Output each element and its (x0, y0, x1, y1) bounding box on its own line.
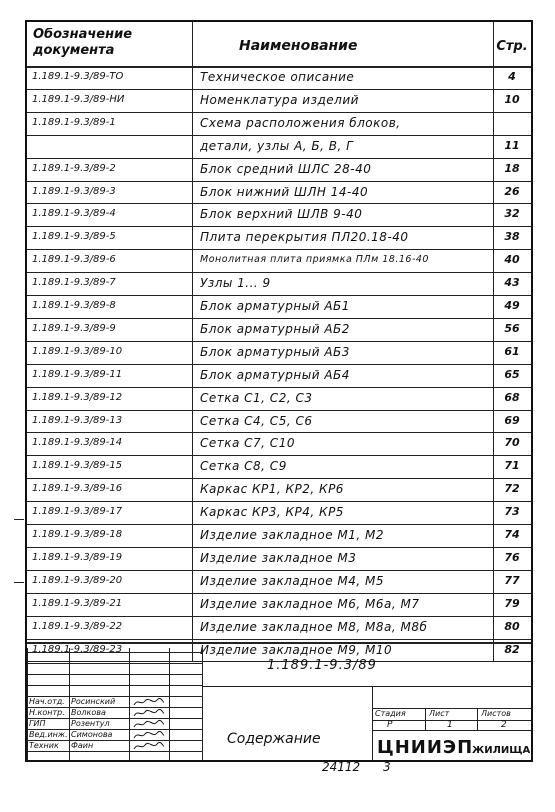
stage-value: Р (387, 720, 393, 730)
page-number-cell: 72 (504, 482, 520, 496)
item-name-cell: Номенклатура изделий (200, 92, 359, 107)
drawing-sheet (25, 20, 533, 762)
signature-grid-column (129, 648, 130, 760)
document-code: 1.189.1-9.3/89 (267, 658, 377, 673)
doc-designation-cell: 1.189.1-9.3/89-21 (32, 597, 123, 609)
page-number-cell (493, 112, 531, 135)
person-name: Фаин (71, 741, 94, 750)
margin-mark (14, 582, 24, 583)
signature-grid-line (27, 663, 202, 664)
item-name-cell: Сетка С7, С10 (200, 436, 295, 451)
item-name-cell: Изделие закладное М8, М8а, М8б (200, 619, 428, 634)
page-number-cell: 79 (504, 596, 520, 610)
item-name-cell: Сетка С4, С5, С6 (200, 413, 313, 428)
page-number-cell: 69 (504, 413, 520, 427)
signature-grid-column (169, 648, 170, 760)
item-name-cell: Блок арматурный АБ2 (200, 321, 350, 336)
item-name-cell: Сетка С8, С9 (200, 459, 287, 474)
doc-designation-cell: 1.189.1-9.3/89-3 (32, 185, 116, 197)
doc-designation-cell: 1.189.1-9.3/89-14 (32, 437, 123, 449)
person-name: Росинский (71, 697, 116, 706)
page-number-cell: 65 (504, 367, 520, 381)
signature-mark (133, 719, 165, 729)
page-number-cell: 32 (504, 207, 520, 221)
signature-mark (133, 730, 165, 740)
page-number-cell: 11 (504, 138, 520, 152)
item-name-cell: Изделие закладное М9, М10 (200, 642, 393, 657)
page-number-cell: 82 (504, 642, 520, 656)
role-label: Н.контр. (29, 708, 65, 717)
title-block-divider (372, 686, 373, 760)
item-name-cell: Монолитная плита приямка ПЛм 18.16-40 (200, 254, 429, 266)
page-number-cell: 71 (504, 459, 520, 473)
col-header-page: Стр. (496, 40, 528, 53)
signature-grid-column (69, 648, 70, 760)
page-number-cell: 56 (504, 321, 520, 335)
doc-designation-cell: 1.189.1-9.3/89-6 (32, 254, 116, 266)
sheet-label: Лист (429, 709, 450, 718)
person-name: Волкова (71, 708, 106, 717)
col-header-doc-line2: документа (33, 43, 115, 57)
item-name-cell: Схема расположения блоков, (200, 115, 401, 130)
doc-designation-cell: 1.189.1-9.3/89-5 (32, 231, 116, 243)
item-name-cell: Блок верхний ШЛВ 9-40 (200, 207, 363, 222)
page-number-cell: 18 (504, 161, 520, 175)
item-name-cell: Изделие закладное М4, М5 (200, 573, 384, 588)
item-name-cell: Блок средний ШЛС 28-40 (200, 161, 372, 176)
item-name-cell: Блок нижний ШЛН 14-40 (200, 184, 369, 199)
doc-designation-cell: 1.189.1-9.3/89-НИ (32, 93, 125, 105)
page-number-cell: 43 (504, 276, 520, 290)
doc-designation-cell: 1.189.1-9.3/89-19 (32, 551, 123, 563)
signature-grid-line (27, 685, 202, 686)
page-number-cell: 77 (504, 573, 520, 587)
title-block-border (27, 642, 531, 644)
doc-designation-cell: 1.189.1-9.3/89-22 (32, 620, 123, 632)
margin-mark (14, 519, 24, 520)
title-block-divider (425, 708, 426, 730)
sheet-value: 1 (447, 720, 453, 730)
item-name-cell: Блок арматурный АБ1 (200, 299, 350, 313)
page-number-cell: 26 (504, 184, 520, 198)
sheets-label: Листов (481, 709, 511, 718)
document-title: Содержание (227, 731, 321, 747)
signature-grid-line (27, 674, 202, 675)
doc-designation-cell: 1.189.1-9.3/89-ТО (32, 71, 124, 82)
organization-name: ЦНИИЭП (377, 737, 474, 758)
title-block-divider (202, 686, 531, 687)
page-number-cell: 40 (504, 253, 520, 267)
item-name-cell: Изделие закладное М3 (200, 550, 357, 565)
doc-designation-cell: 1.189.1-9.3/89-7 (32, 277, 116, 289)
stage-label: Стадия (375, 709, 406, 718)
doc-designation-cell: 1.189.1-9.3/89-9 (32, 322, 116, 334)
item-name-cell: Каркас КР3, КР4, КР5 (200, 505, 344, 520)
signature-grid-column (27, 648, 28, 760)
doc-designation-cell: 1.189.1-9.3/89-15 (32, 460, 123, 472)
item-name-cell: Каркас КР1, КР2, КР6 (200, 482, 344, 497)
page-number-cell: 38 (504, 230, 520, 244)
page-number-cell: 10 (504, 92, 520, 106)
title-block-divider (477, 708, 478, 730)
doc-designation-cell: 1.189.1-9.3/89-20 (32, 574, 123, 586)
item-name-cell: Плита перекрытия ПЛ20.18-40 (200, 230, 409, 245)
page-number: 3 (383, 760, 391, 774)
role-label: Нач.отд. (29, 697, 65, 706)
page-number-cell: 68 (504, 390, 520, 404)
item-name-cell: Техническое описание (200, 70, 355, 84)
page-number-cell: 70 (504, 436, 520, 450)
signature-grid-line (27, 652, 202, 653)
doc-designation-cell: 1.189.1-9.3/89-4 (32, 208, 116, 220)
sheets-value: 2 (501, 720, 507, 730)
col-header-doc-line1: Обозначение (33, 28, 133, 42)
col-header-name: Наименование (239, 40, 358, 53)
organization-suffix: ЖИЛИЩА (472, 745, 531, 756)
page-number-cell: 76 (504, 550, 520, 564)
doc-designation-cell: 1.189.1-9.3/89-11 (32, 368, 123, 380)
role-label: Техник (29, 741, 59, 750)
signature-grid-column (202, 648, 203, 760)
item-name-cell: Блок арматурный АБ3 (200, 344, 350, 359)
doc-designation-cell: 1.189.1-9.3/89-1 (32, 116, 116, 128)
signature-mark (133, 697, 165, 707)
item-name-cell: Сетка С1, С2, С3 (200, 390, 313, 405)
signature-mark (133, 708, 165, 718)
page-number-cell: 61 (504, 344, 520, 358)
item-name-cell: детали, узлы А, Б, В, Г (200, 138, 354, 153)
page-number-cell: 74 (504, 528, 520, 541)
doc-designation-cell: 1.189.1-9.3/89-10 (32, 345, 123, 357)
page-number-cell: 4 (508, 70, 516, 83)
item-name-cell: Блок арматурный АБ4 (200, 367, 350, 382)
doc-designation-cell (32, 135, 189, 158)
doc-designation-cell: 1.189.1-9.3/89-16 (32, 483, 123, 495)
doc-designation-cell: 1.189.1-9.3/89-23 (32, 643, 123, 655)
item-name-cell: Узлы 1... 9 (200, 276, 271, 291)
item-name-cell: Изделие закладное М6, М6а, М7 (200, 596, 420, 611)
doc-designation-cell: 1.189.1-9.3/89-12 (32, 391, 123, 403)
person-name: Симонова (71, 730, 113, 739)
role-label: ГИП (29, 719, 46, 728)
doc-designation-cell: 1.189.1-9.3/89-18 (32, 529, 123, 540)
doc-designation-cell: 1.189.1-9.3/89-17 (32, 506, 123, 518)
page-number-cell: 73 (504, 505, 520, 519)
page-number-cell: 49 (504, 299, 520, 312)
role-label: Вед.инж. (29, 730, 68, 739)
item-name-cell: Изделие закладное М1, М2 (200, 528, 384, 542)
doc-designation-cell: 1.189.1-9.3/89-13 (32, 414, 123, 426)
col-header-doc (33, 28, 183, 57)
page-number-cell: 80 (504, 619, 520, 633)
archive-number: 24112 (322, 760, 361, 774)
doc-designation-cell: 1.189.1-9.3/89-2 (32, 162, 116, 174)
signature-mark (133, 741, 165, 751)
person-name: Розентул (71, 719, 110, 728)
doc-designation-cell: 1.189.1-9.3/89-8 (32, 300, 116, 311)
